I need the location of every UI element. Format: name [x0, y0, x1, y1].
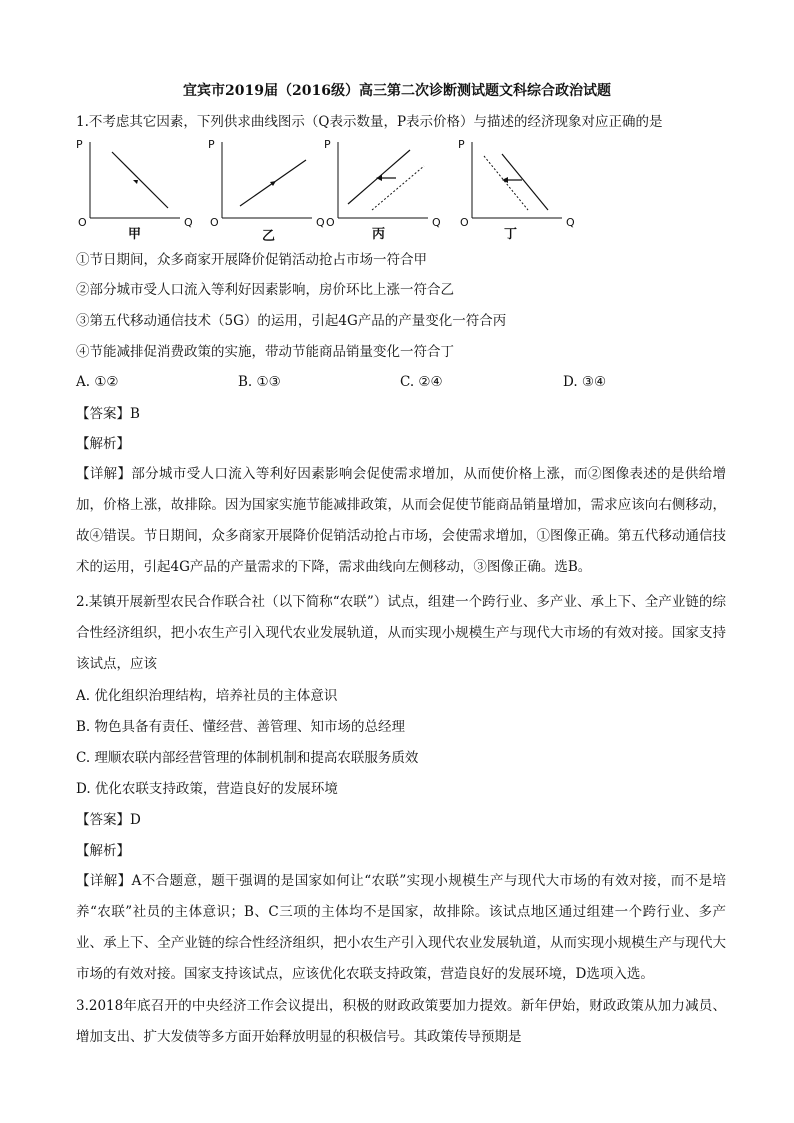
- q2-option-b: B. 物色具备有责任、懂经营、善管理、知市场的总经理: [76, 719, 406, 735]
- q1-option-a: A. ①②: [76, 374, 119, 390]
- q3-stem: 3.2018年底召开的中央经济工作会议提出，积极的财政政策要加力提效。新年伊始，财政政策从加力减员、增加支出、扩大发债等多方面开始释放明显的积极信号。其政策传导预期是: [76, 998, 726, 1045]
- q2-option-a: A. 优化组织治理结构，培养社员的主体意识: [76, 688, 338, 704]
- exam-title: 宜宾市2019届（2016级）高三第二次诊断测试题文科综合政治试题: [183, 83, 611, 99]
- q2-option-d: D. 优化农联支持政策，营造良好的发展环境: [76, 781, 338, 797]
- q1-item-2: ②部分城市受人口流入等利好因素影响，房价环比上涨一符合乙: [76, 282, 454, 298]
- graph-bing-p-label: P: [324, 138, 331, 151]
- q1-option-b: B. ①③: [238, 374, 281, 390]
- graph-jia-caption: 甲: [128, 227, 142, 242]
- graph-jia-o-label: O: [78, 216, 87, 229]
- q2-analysis-label: 【解析】: [76, 843, 130, 859]
- q2-stem: 2.某镇开展新型农民合作联合社（以下简称“农联”）试点，组建一个跨行业、多产业、承上下、全产业链的综合性经济组织，把小农生产引入现代农业发展轨道，从而实现小规模生产与现代大市场的有效对接。国家支持该试点，应该: [76, 594, 726, 672]
- graph-ding-p-label: P: [458, 138, 465, 151]
- q1-stem: 1.不考虑其它因素，下列供求曲线图示（Q表示数量，P表示价格）与描述的经济现象对应正确的是: [76, 114, 663, 130]
- graph-jia-q-label: Q: [184, 216, 193, 229]
- q2-answer: 【答案】D: [76, 812, 141, 828]
- q1-item-1: ①节日期间，众多商家开展降价促销活动抢占市场一符合甲: [76, 252, 427, 268]
- graph-yi-q-label: Q: [316, 216, 325, 229]
- q1-option-c: C. ②④: [400, 374, 443, 390]
- q1-analysis-label: 【解析】: [76, 436, 130, 452]
- graph-bing-caption: 丙: [372, 227, 386, 242]
- graph-ding-o-label: O: [460, 216, 469, 229]
- q1-graphs: [76, 136, 596, 246]
- q2-option-c: C. 理顺农联内部经营管理的体制机制和提高农联服务质效: [76, 750, 419, 766]
- q1-option-d: D. ③④: [563, 374, 607, 390]
- graph-bing: [324, 136, 444, 246]
- graph-ding-caption: 丁: [504, 227, 518, 242]
- graph-yi-caption: 乙: [262, 229, 276, 244]
- q1-item-3: ③第五代移动通信技术（5G）的运用，引起4G产品的产量变化一符合丙: [76, 313, 507, 329]
- q2-detail: 【详解】A不合题意，题干强调的是国家如何让“农联”实现小规模生产与现代大市场的有效对接，而不是培养“农联”社员的主体意识；B、C三项的主体均不是国家，故排除。该试点地区通过组建一个跨行业、多产业、承上下、全产业链的综合性经济组织，把小农生产引入现代农业发展轨道，从而实现小规模生产与现代大市场的有效对接。国家支持该试点，应该优化农联支持政策，营造良好的发展环境，D选项入选。: [76, 873, 726, 982]
- q1-detail: 【详解】部分城市受人口流入等利好因素影响会促使需求增加，从而使价格上涨，而②图像表述的是供给增加，价格上涨，故排除。因为国家实施节能减排政策，从而会促使节能商品销量增加，需求应该向右侧移动，故④错误。节日期间，众多商家开展降价促销活动抢占市场，会使需求增加，①图像正确。第五代移动通信技术的运用，引起4G产品的产量需求的下降，需求曲线向左侧移动，③图像正确。选B。: [76, 466, 726, 575]
- graph-ding: [458, 136, 578, 246]
- graph-jia: [76, 136, 196, 246]
- graph-jia-p-label: P: [76, 138, 83, 151]
- q1-answer: 【答案】B: [76, 406, 140, 422]
- graph-yi: [206, 136, 326, 246]
- q1-item-4: ④节能减排促消费政策的实施，带动节能商品销量变化一符合丁: [76, 344, 454, 360]
- graph-bing-q-label: Q: [432, 216, 441, 229]
- graph-ding-q-label: Q: [566, 216, 575, 229]
- graph-yi-p-label: P: [208, 138, 215, 151]
- graph-bing-o-label: O: [326, 216, 335, 229]
- graph-yi-o-label: O: [210, 216, 219, 229]
